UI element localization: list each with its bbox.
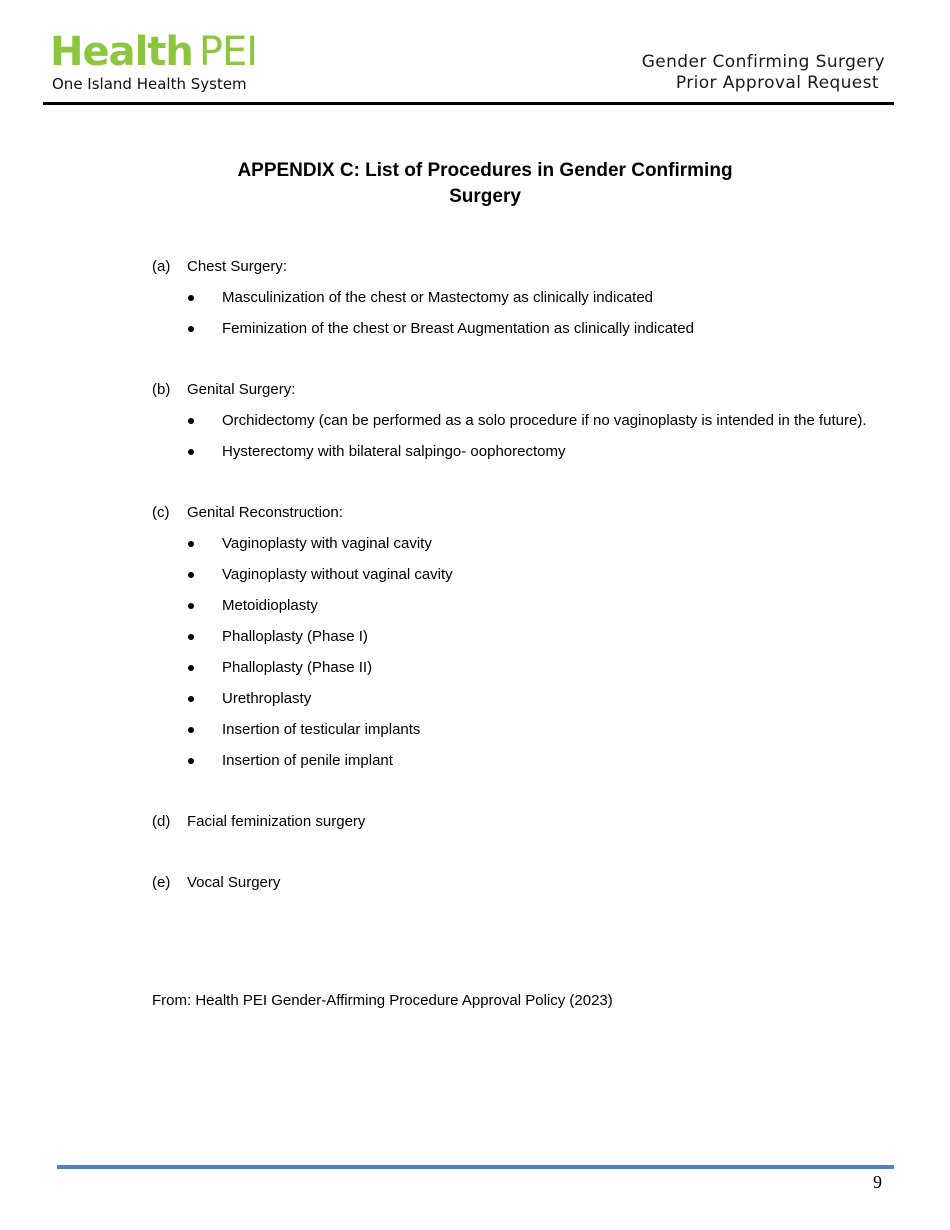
list-item-text: Insertion of penile implant [222, 752, 393, 769]
list-item-text: Urethroplasty [222, 690, 312, 707]
list-item [152, 533, 912, 564]
procedure-section [152, 811, 912, 842]
list-item [152, 750, 912, 781]
list-item [152, 564, 912, 595]
bullet-icon [188, 418, 194, 424]
list-item [152, 287, 912, 318]
section-letter: (e) [152, 874, 171, 891]
list-item-text: Orchidectomy (can be performed as a solo procedure if no vaginoplasty is intended in the future). [222, 412, 867, 429]
page-number: 9 [873, 1172, 882, 1192]
page-title-line2: Surgery [449, 186, 521, 207]
header-title-line2: Prior Approval Request [675, 73, 879, 93]
section-heading [152, 502, 912, 533]
bullet-icon [188, 326, 194, 332]
list-item-text: Feminization of the chest or Breast Augmentation as clinically indicated [222, 320, 694, 337]
bullet-icon [188, 603, 194, 609]
section-label: Vocal Surgery [187, 874, 281, 891]
logo-health-text: Health [50, 29, 193, 75]
list-item [152, 410, 912, 441]
list-item-text: Masculinization of the chest or Mastectomy as clinically indicated [222, 289, 654, 306]
list-item-text: Phalloplasty (Phase I) [222, 628, 368, 645]
list-item-text: Metoidioplasty [222, 597, 318, 614]
section-letter: (d) [152, 813, 171, 830]
section-label: Genital Reconstruction: [187, 504, 343, 521]
bullet-icon [188, 572, 194, 578]
footer-divider [57, 1165, 894, 1169]
procedure-section [152, 256, 912, 349]
bullet-icon [188, 295, 194, 301]
bullet-icon [188, 727, 194, 733]
section-label: Chest Surgery: [187, 258, 288, 275]
list-item-text: Phalloplasty (Phase II) [222, 659, 373, 676]
procedure-section [152, 379, 912, 472]
list-item [152, 657, 912, 688]
procedure-list [152, 256, 912, 933]
source-citation: From: Health PEI Gender-Affirming Procedure Approval Policy (2023) [152, 992, 613, 1009]
page-title [175, 158, 795, 210]
list-item [152, 626, 912, 657]
section-letter: (b) [152, 381, 171, 398]
health-pei-logo [50, 29, 258, 93]
page-title-line1: APPENDIX C: List of Procedures in Gender Confirming [237, 160, 733, 181]
bullet-icon [188, 449, 194, 455]
bullet-icon [188, 665, 194, 671]
list-item [152, 688, 912, 719]
section-letter: (c) [152, 504, 170, 521]
section-label: Genital Surgery: [187, 381, 296, 398]
list-item [152, 595, 912, 626]
header-title-line1: Gender Confirming Surgery [641, 52, 885, 72]
list-item-text: Vaginoplasty with vaginal cavity [222, 535, 432, 552]
section-letter: (a) [152, 258, 171, 275]
section-heading [152, 379, 912, 410]
header-divider [43, 102, 894, 105]
section-heading [152, 872, 912, 903]
bullet-icon [188, 634, 194, 640]
list-item [152, 719, 912, 750]
procedure-section [152, 502, 912, 781]
list-item-text: Insertion of testicular implants [222, 721, 421, 738]
logo-pei-text: PEI [198, 29, 258, 75]
bullet-icon [188, 541, 194, 547]
section-heading [152, 811, 912, 842]
procedure-section [152, 872, 912, 903]
section-label: Facial feminization surgery [187, 813, 366, 830]
list-item [152, 441, 912, 472]
list-item-text: Hysterectomy with bilateral salpingo- oophorectomy [222, 443, 566, 460]
bullet-icon [188, 758, 194, 764]
document-header-title [642, 52, 885, 94]
logo-tagline: One Island Health System [52, 75, 247, 93]
logo-wordmark [50, 30, 257, 74]
list-item [152, 318, 912, 349]
bullet-icon [188, 696, 194, 702]
list-item-text: Vaginoplasty without vaginal cavity [222, 566, 453, 583]
section-heading [152, 256, 912, 287]
